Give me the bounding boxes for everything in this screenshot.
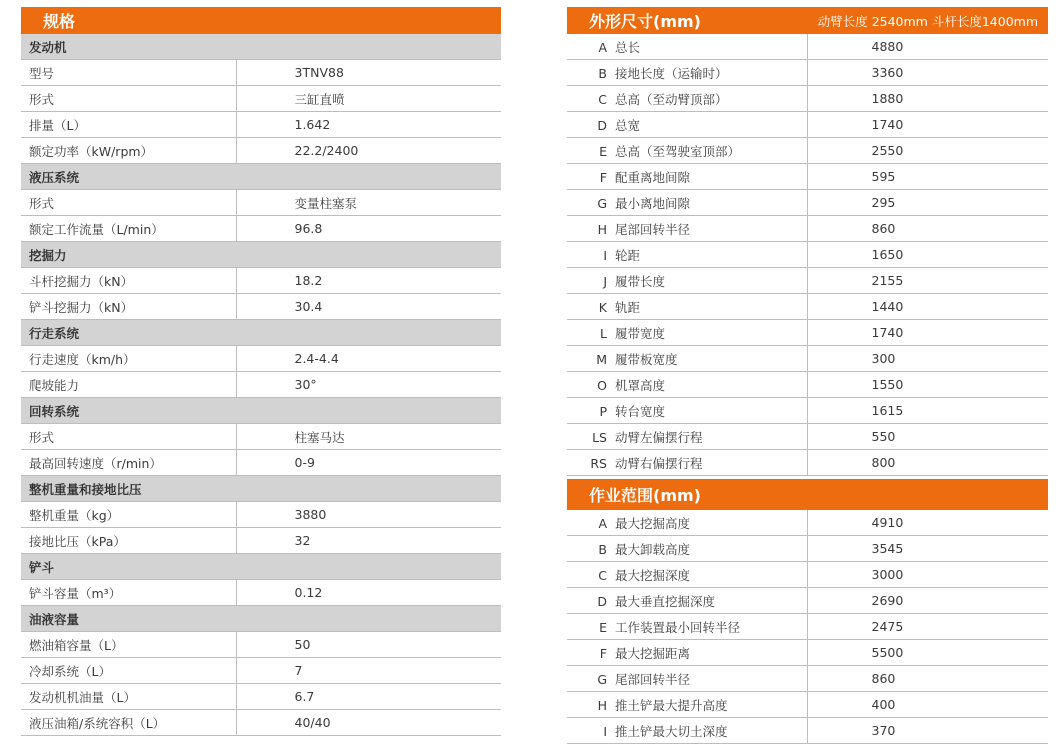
dims-letter: I — [603, 247, 607, 263]
spec-label: 整机重量（kg） — [21, 502, 236, 528]
spec-row — [21, 372, 501, 398]
dims-letter: O — [597, 377, 607, 393]
spec-row — [21, 112, 501, 138]
work-letter: C — [598, 567, 607, 583]
spec-value: 三缸直喷 — [236, 86, 501, 112]
section-row — [21, 606, 501, 632]
spec-value: 32 — [236, 528, 501, 554]
dims-label-cell — [567, 190, 807, 216]
work-value: 860 — [807, 666, 1048, 692]
dims-letter: M — [596, 351, 607, 367]
spec-row — [21, 684, 501, 710]
dims-label-cell — [567, 398, 807, 424]
work-row — [567, 614, 1048, 640]
spec-row — [21, 138, 501, 164]
spec-label: 斗杆挖掘力（kN） — [21, 268, 236, 294]
spec-label: 额定功率（kW/rpm） — [21, 138, 236, 164]
work-name: 工作装置最小回转半径 — [615, 619, 741, 635]
work-letter: H — [597, 697, 607, 713]
dims-label-cell — [567, 34, 807, 60]
work-name: 最大垂直挖掘深度 — [615, 593, 716, 609]
spec-row — [21, 528, 501, 554]
dims-value: 800 — [807, 450, 1048, 476]
dims-name: 接地长度（运输时） — [615, 65, 728, 81]
dims-letter: A — [598, 39, 607, 55]
dims-label-cell — [567, 242, 807, 268]
work-letter: A — [598, 515, 607, 531]
work-table — [567, 510, 1048, 744]
dims-letter: F — [599, 169, 607, 185]
work-label-cell — [567, 718, 807, 744]
dims-name: 履带板宽度 — [615, 351, 678, 367]
dims-name: 动臂左偏摆行程 — [615, 429, 703, 445]
work-label-cell — [567, 588, 807, 614]
dims-label-cell — [567, 424, 807, 450]
spec-value: 0-9 — [236, 450, 501, 476]
work-header — [567, 479, 1048, 510]
work-letter: D — [597, 593, 607, 609]
dims-letter: C — [598, 91, 607, 107]
dims-label-cell — [567, 450, 807, 476]
dims-label-cell — [567, 372, 807, 398]
dims-letter: L — [600, 325, 607, 341]
section-title: 铲斗 — [21, 554, 501, 580]
work-value: 400 — [807, 692, 1048, 718]
section-row — [21, 164, 501, 190]
section-title: 发动机 — [21, 34, 501, 60]
spec-label: 接地比压（kPa） — [21, 528, 236, 554]
work-value: 370 — [807, 718, 1048, 744]
dims-label-cell — [567, 216, 807, 242]
dims-row — [567, 164, 1048, 190]
dims-value: 1550 — [807, 372, 1048, 398]
dims-row — [567, 450, 1048, 476]
dims-name: 总高（至驾驶室顶部） — [615, 143, 741, 159]
spec-label: 燃油箱容量（L） — [21, 632, 236, 658]
work-letter: E — [599, 619, 607, 635]
dims-row — [567, 112, 1048, 138]
dims-value: 1880 — [807, 86, 1048, 112]
dims-label-cell — [567, 294, 807, 320]
dims-value: 1740 — [807, 112, 1048, 138]
spec-value: 22.2/2400 — [236, 138, 501, 164]
dims-row — [567, 294, 1048, 320]
work-title: 作业范围(mm) — [589, 486, 701, 505]
dims-label-cell — [567, 112, 807, 138]
spec-row — [21, 190, 501, 216]
section-title: 挖掘力 — [21, 242, 501, 268]
dims-letter: D — [597, 117, 607, 133]
dims-header — [567, 7, 1048, 34]
spec-label: 铲斗挖掘力（kN） — [21, 294, 236, 320]
spec-row — [21, 346, 501, 372]
section-row — [21, 242, 501, 268]
dims-letter: RS — [590, 455, 607, 471]
dims-letter: J — [603, 273, 607, 289]
dims-value: 550 — [807, 424, 1048, 450]
work-row — [567, 666, 1048, 692]
work-letter: F — [599, 645, 607, 661]
dims-value: 300 — [807, 346, 1048, 372]
dims-letter: P — [599, 403, 607, 419]
work-letter: I — [603, 723, 607, 739]
work-value: 2690 — [807, 588, 1048, 614]
dims-row — [567, 60, 1048, 86]
section-title: 液压系统 — [21, 164, 501, 190]
spec-value: 40/40 — [236, 710, 501, 736]
work-name: 最大挖掘深度 — [615, 567, 691, 583]
spec-value: 6.7 — [236, 684, 501, 710]
section-row — [21, 398, 501, 424]
work-value: 5500 — [807, 640, 1048, 666]
dims-subtitle: 动臂长度 2540mm 斗杆长度1400mm — [817, 13, 1038, 29]
dims-name: 转台宽度 — [615, 403, 666, 419]
dims-title: 外形尺寸(mm) — [589, 12, 701, 31]
dims-value: 1615 — [807, 398, 1048, 424]
work-label-cell — [567, 666, 807, 692]
work-row — [567, 718, 1048, 744]
dims-name: 动臂右偏摆行程 — [615, 455, 703, 471]
dims-label-cell — [567, 138, 807, 164]
dims-name: 尾部回转半径 — [615, 221, 691, 237]
work-label-cell — [567, 510, 807, 536]
spec-value: 50 — [236, 632, 501, 658]
dims-name: 总长 — [615, 39, 641, 55]
dims-letter: E — [599, 143, 607, 159]
work-row — [567, 510, 1048, 536]
dims-name: 履带长度 — [615, 273, 666, 289]
section-row — [21, 34, 501, 60]
spec-row — [21, 268, 501, 294]
dims-panel — [567, 7, 1048, 476]
work-label-cell — [567, 640, 807, 666]
spec-label: 铲斗容量（m³） — [21, 580, 236, 606]
work-value: 3545 — [807, 536, 1048, 562]
spec-value: 30° — [236, 372, 501, 398]
spec-row — [21, 60, 501, 86]
dims-row — [567, 320, 1048, 346]
dims-name: 最小离地间隙 — [615, 195, 691, 211]
section-row — [21, 320, 501, 346]
spec-row — [21, 710, 501, 736]
spec-value: 30.4 — [236, 294, 501, 320]
spec-label: 爬坡能力 — [21, 372, 236, 398]
spec-label: 排量（L） — [21, 112, 236, 138]
dims-letter: H — [597, 221, 607, 237]
dims-label-cell — [567, 268, 807, 294]
dims-value: 860 — [807, 216, 1048, 242]
dims-value: 2155 — [807, 268, 1048, 294]
dims-name: 配重离地间隙 — [615, 169, 691, 185]
spec-label: 形式 — [21, 424, 236, 450]
section-row — [21, 476, 501, 502]
spec-value: 1.642 — [236, 112, 501, 138]
section-title: 回转系统 — [21, 398, 501, 424]
dims-value: 1650 — [807, 242, 1048, 268]
section-row — [21, 554, 501, 580]
dims-label-cell — [567, 346, 807, 372]
dims-name: 履带宽度 — [615, 325, 666, 341]
dims-letter: B — [598, 65, 607, 81]
spec-row — [21, 658, 501, 684]
work-row — [567, 588, 1048, 614]
section-title: 行走系统 — [21, 320, 501, 346]
dims-row — [567, 34, 1048, 60]
work-value: 4910 — [807, 510, 1048, 536]
work-row — [567, 692, 1048, 718]
dims-letter: K — [598, 299, 607, 315]
dims-row — [567, 372, 1048, 398]
work-name: 尾部回转半径 — [615, 671, 691, 687]
spec-value: 96.8 — [236, 216, 501, 242]
dims-row — [567, 424, 1048, 450]
work-name: 推土铲最大切土深度 — [615, 723, 728, 739]
dims-row — [567, 216, 1048, 242]
spec-label: 冷却系统（L） — [21, 658, 236, 684]
work-name: 推土铲最大提升高度 — [615, 697, 728, 713]
dims-value: 1440 — [807, 294, 1048, 320]
spec-row — [21, 294, 501, 320]
work-value: 3000 — [807, 562, 1048, 588]
dims-value: 3360 — [807, 60, 1048, 86]
dims-value: 295 — [807, 190, 1048, 216]
spec-label: 型号 — [21, 60, 236, 86]
spec-row — [21, 502, 501, 528]
work-label-cell — [567, 536, 807, 562]
dims-value: 2550 — [807, 138, 1048, 164]
dims-row — [567, 190, 1048, 216]
spec-title: 规格 — [43, 12, 76, 31]
dims-label-cell — [567, 320, 807, 346]
spec-label: 液压油箱/系统容积（L） — [21, 710, 236, 736]
spec-value: 0.12 — [236, 580, 501, 606]
dims-label-cell — [567, 86, 807, 112]
spec-row — [21, 632, 501, 658]
work-name: 最大挖掘高度 — [615, 515, 691, 531]
spec-label: 行走速度（km/h） — [21, 346, 236, 372]
spec-value: 7 — [236, 658, 501, 684]
dims-table — [567, 34, 1048, 476]
spec-label: 额定工作流量（L/min） — [21, 216, 236, 242]
work-name: 最大挖掘距离 — [615, 645, 691, 661]
section-title: 整机重量和接地比压 — [21, 476, 501, 502]
dims-row — [567, 138, 1048, 164]
work-letter: G — [597, 671, 607, 687]
work-label-cell — [567, 562, 807, 588]
work-panel — [567, 479, 1048, 744]
spec-value: 18.2 — [236, 268, 501, 294]
dims-name: 总宽 — [615, 117, 641, 133]
spec-header — [21, 7, 501, 34]
dims-name: 轮距 — [615, 247, 641, 263]
spec-label: 形式 — [21, 86, 236, 112]
spec-value: 3TNV88 — [236, 60, 501, 86]
dims-value: 4880 — [807, 34, 1048, 60]
spec-value: 变量柱塞泵 — [236, 190, 501, 216]
dims-name: 总高（至动臂顶部） — [615, 91, 728, 107]
spec-value: 2.4-4.4 — [236, 346, 501, 372]
work-row — [567, 536, 1048, 562]
dims-row — [567, 268, 1048, 294]
section-title: 油液容量 — [21, 606, 501, 632]
spec-value: 柱塞马达 — [236, 424, 501, 450]
dims-row — [567, 398, 1048, 424]
spec-label: 最高回转速度（r/min） — [21, 450, 236, 476]
dims-value: 1740 — [807, 320, 1048, 346]
spec-row — [21, 450, 501, 476]
dims-row — [567, 242, 1048, 268]
spec-row — [21, 580, 501, 606]
dims-row — [567, 346, 1048, 372]
work-row — [567, 562, 1048, 588]
spec-label: 形式 — [21, 190, 236, 216]
work-name: 最大卸载高度 — [615, 541, 691, 557]
work-label-cell — [567, 614, 807, 640]
work-letter: B — [598, 541, 607, 557]
spec-value: 3880 — [236, 502, 501, 528]
dims-name: 轨距 — [615, 299, 641, 315]
dims-row — [567, 86, 1048, 112]
work-row — [567, 640, 1048, 666]
dims-letter: LS — [592, 429, 607, 445]
dims-name: 机罩高度 — [615, 377, 666, 393]
spec-label: 发动机机油量（L） — [21, 684, 236, 710]
spec-row — [21, 424, 501, 450]
work-label-cell — [567, 692, 807, 718]
spec-panel — [21, 7, 501, 736]
work-value: 2475 — [807, 614, 1048, 640]
spec-table — [21, 34, 501, 736]
dims-value: 595 — [807, 164, 1048, 190]
dims-label-cell — [567, 60, 807, 86]
spec-row — [21, 86, 501, 112]
spec-row — [21, 216, 501, 242]
dims-label-cell — [567, 164, 807, 190]
dims-letter: G — [597, 195, 607, 211]
